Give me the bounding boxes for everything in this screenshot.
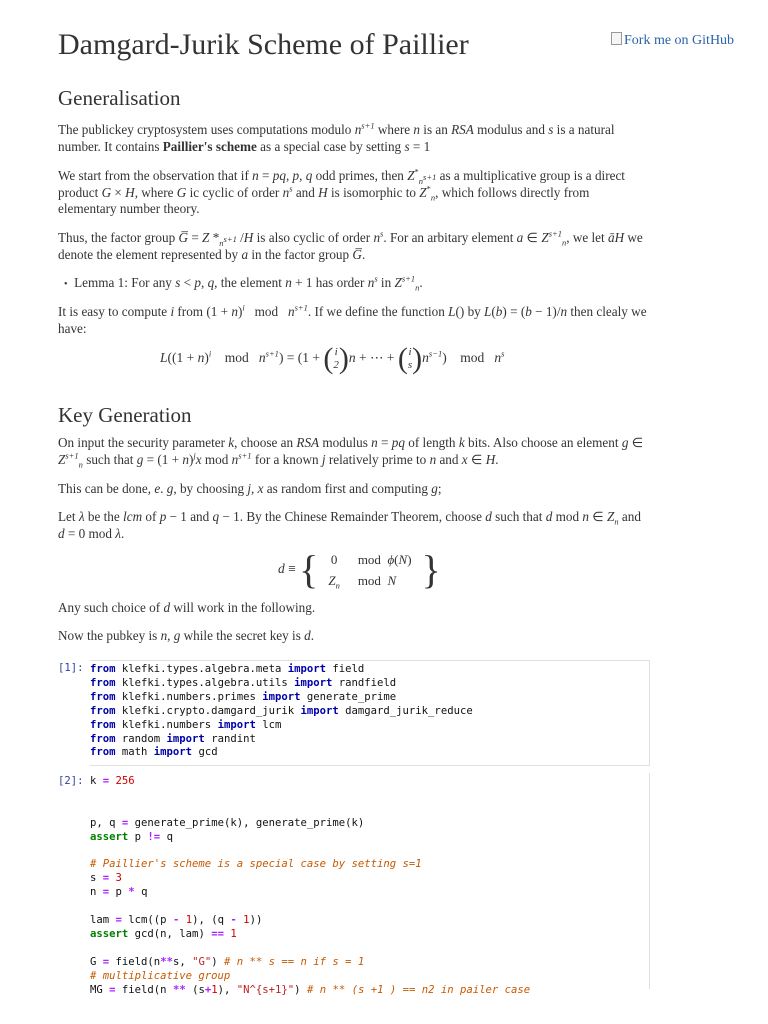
lemma-list-item: • Lemma 1: For any s < p, q, the element n + 1 has order $n^s$ in $Z^{s+1}_n$. [64, 273, 423, 293]
cell-prompt: [1]: [58, 662, 84, 674]
paragraph-observation: We start from the observation that if n = pq, p, q odd primes, then $Z^*_{n^{s+1}}$ as a multiplicative group is a direct product G × H, where G ic cyclic of order $n^s$ and H is isomorphic to $Z^*_n$, which follows directly from elementary number theory. [58, 166, 625, 216]
paragraph-factor-group: Thus, the factor group G̅ = Z $*_{n^{s+1}}$ /H is also cyclic of order $n^s$. For an arbitary element a ∈ $Z^{s+1}_n$, we let āH we denote the element represented by a in the factor group G̅. [58, 228, 643, 262]
paragraph-pubkey: Now the pubkey is n, g while the secret key is d. [58, 628, 315, 643]
paragraph-lambda: Let λ be the lcm of p − 1 and q − 1. By the Chinese Remainder Theorem, choose d such that d mod n ∈ $Z_n$ and d = 0 mod λ. [58, 509, 641, 541]
code-cell-setup[interactable] [58, 773, 650, 996]
equation-L-function: $L((1 + n)^i$ mod $n^{s+1}) = (1 + (i$ 2)n + ⋯ + (i $s)n^{s-1}$) mod $n^s$ [160, 342, 505, 375]
heading-generalisation: Generalisation [58, 86, 181, 110]
code-editor[interactable]: k = 256 p, q = generate_prime(k), generate_prime(k) assert p != q # Paillier's scheme is a special case by setting s=1 s = 3 n = p * q lam = lcm((p - 1), (q - 1)) assert gcd(n, lam) == 1 G = field(n**s, "G") # n ** s == n if s = 1 # multiplicative group MG = field(n ** (s+1), "N^{s+1}") # n ** (s +1 ) == n2 in pailer case [90, 773, 650, 989]
broken-image-icon [611, 32, 622, 45]
paragraph-can-be-done: This can be done, e. g, by choosing j, x as random first and computing g; [58, 481, 442, 496]
equation-d-cases: d ≡ { 0 mod ϕ(N) $Z_n$ mod N } [278, 547, 441, 592]
page-title: Damgard-Jurik Scheme of Paillier [58, 28, 469, 61]
paragraph-intro: The publickey cryptosystem uses computations modulo $n^{s+1}$ where n is an RSA modulus and s is a natural number. It contains Paillier's scheme as a special case by setting s = 1 [58, 120, 615, 154]
code-cell-imports[interactable] [58, 660, 650, 766]
code-editor[interactable]: from klefki.types.algebra.meta import field from klefki.types.algebra.utils import randfield from klefki.numbers.primes import generate_prime from klefki.crypto.damgard_jurik import damgard_jurik_reduce from klefki.numbers import lcm from random import randint from math import gcd [90, 660, 650, 766]
paragraph-any-choice: Any such choice of d will work in the following. [58, 600, 316, 615]
heading-key-generation: Key Generation [58, 403, 192, 427]
paragraph-compute-i: It is easy to compute i from $(1 + n)^i$ mod $n^{s+1}$. If we define the function L() by L(b) = (b − 1)/n then clealy we have: [58, 302, 647, 336]
paragraph-key-input: On input the security parameter k, choose an RSA modulus n = pq of length k bits. Also choose an element g ∈ $Z^{s+1}_n$ such that $g = (1 + n)^jx$ mod $n^{s+1}$ for a known j relatively prime to n and x ∈ H. [58, 435, 644, 470]
fork-on-github-link[interactable]: Fork me on GitHub [611, 32, 734, 49]
cell-prompt: [2]: [58, 775, 84, 787]
